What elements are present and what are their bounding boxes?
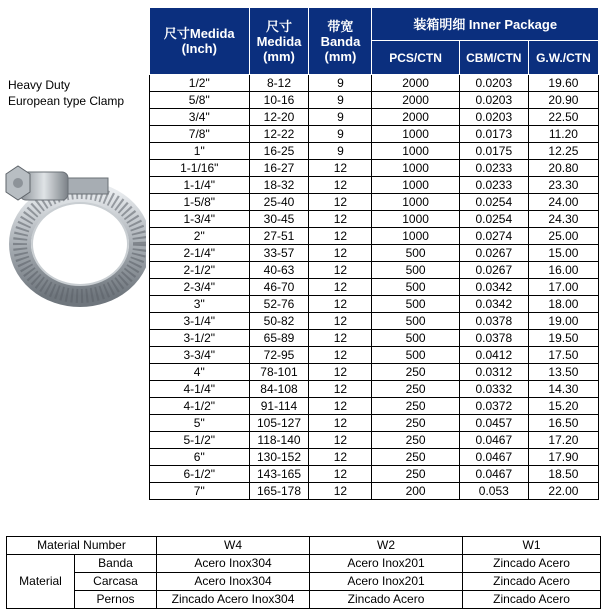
cell-gw: 23.30 xyxy=(528,177,598,194)
header-gw: G.W./CTN xyxy=(528,41,598,75)
table-row xyxy=(150,466,599,483)
table-row xyxy=(150,415,599,432)
material-cell: Acero Inox304 xyxy=(157,573,310,591)
cell-size-mm: 10-16 xyxy=(249,92,309,109)
part-banda: Banda xyxy=(75,555,157,573)
cell-size-inch: 3/4" xyxy=(150,109,250,126)
cell-pcs: 250 xyxy=(372,381,459,398)
cell-cbm: 0.0254 xyxy=(459,194,528,211)
cell-gw: 16.00 xyxy=(528,262,598,279)
material-cell: Zincado Acero xyxy=(463,591,601,609)
cell-size-mm: 12-20 xyxy=(249,109,309,126)
cell-size-inch: 3" xyxy=(150,296,250,313)
cell-gw: 22.50 xyxy=(528,109,598,126)
cell-band: 12 xyxy=(309,415,372,432)
cell-size-mm: 8-12 xyxy=(249,75,309,92)
cell-pcs: 1000 xyxy=(372,160,459,177)
cell-size-inch: 1/2" xyxy=(150,75,250,92)
cell-gw: 14.30 xyxy=(528,381,598,398)
table-row xyxy=(150,109,599,126)
cell-pcs: 250 xyxy=(372,398,459,415)
material-label: Material xyxy=(7,555,75,609)
cell-pcs: 1000 xyxy=(372,126,459,143)
table-row xyxy=(150,126,599,143)
cell-size-mm: 91-114 xyxy=(249,398,309,415)
cell-size-inch: 2-3/4" xyxy=(150,279,250,296)
cell-size-inch: 2" xyxy=(150,228,250,245)
cell-band: 12 xyxy=(309,381,372,398)
cell-pcs: 200 xyxy=(372,483,459,500)
cell-gw: 22.00 xyxy=(528,483,598,500)
cell-gw: 11.20 xyxy=(528,126,598,143)
material-cell: Zincado Acero xyxy=(463,573,601,591)
cell-gw: 15.20 xyxy=(528,398,598,415)
cell-cbm: 0.0467 xyxy=(459,466,528,483)
cell-band: 12 xyxy=(309,160,372,177)
cell-gw: 25.00 xyxy=(528,228,598,245)
cell-cbm: 0.053 xyxy=(459,483,528,500)
cell-cbm: 0.0233 xyxy=(459,177,528,194)
cell-cbm: 0.0267 xyxy=(459,262,528,279)
caption-line-1: Heavy Duty xyxy=(8,78,71,92)
cell-band: 9 xyxy=(309,143,372,160)
cell-size-inch: 5" xyxy=(150,415,250,432)
cell-pcs: 500 xyxy=(372,262,459,279)
cell-size-mm: 72-95 xyxy=(249,347,309,364)
cell-band: 9 xyxy=(309,75,372,92)
table-row xyxy=(150,381,599,398)
cell-pcs: 250 xyxy=(372,466,459,483)
cell-size-mm: 16-25 xyxy=(249,143,309,160)
cell-size-mm: 46-70 xyxy=(249,279,309,296)
cell-size-inch: 6-1/2" xyxy=(150,466,250,483)
cell-size-mm: 25-40 xyxy=(249,194,309,211)
cell-size-inch: 3-3/4" xyxy=(150,347,250,364)
cell-size-mm: 30-45 xyxy=(249,211,309,228)
spec-table xyxy=(149,7,599,500)
cell-size-mm: 16-27 xyxy=(249,160,309,177)
cell-cbm: 0.0372 xyxy=(459,398,528,415)
cell-size-inch: 2-1/4" xyxy=(150,245,250,262)
cell-pcs: 500 xyxy=(372,347,459,364)
cell-size-mm: 78-101 xyxy=(249,364,309,381)
cell-gw: 19.50 xyxy=(528,330,598,347)
material-cell: Acero Inox201 xyxy=(310,555,463,573)
cell-cbm: 0.0203 xyxy=(459,75,528,92)
cell-pcs: 250 xyxy=(372,364,459,381)
material-cell: Zincado Acero xyxy=(310,591,463,609)
header-pcs: PCS/CTN xyxy=(372,41,459,75)
material-number-label: Material Number xyxy=(7,537,157,555)
hose-clamp-icon xyxy=(2,136,146,308)
table-row xyxy=(150,330,599,347)
cell-pcs: 500 xyxy=(372,296,459,313)
table-row xyxy=(150,262,599,279)
header-size-mm: 尺寸 Medida (mm) xyxy=(249,8,309,75)
cell-band: 12 xyxy=(309,279,372,296)
cell-size-inch: 1-1/16" xyxy=(150,160,250,177)
cell-cbm: 0.0378 xyxy=(459,330,528,347)
cell-band: 9 xyxy=(309,109,372,126)
material-cell: Acero Inox201 xyxy=(310,573,463,591)
cell-pcs: 250 xyxy=(372,415,459,432)
cell-cbm: 0.0203 xyxy=(459,92,528,109)
cell-band: 12 xyxy=(309,313,372,330)
cell-cbm: 0.0412 xyxy=(459,347,528,364)
cell-gw: 24.30 xyxy=(528,211,598,228)
cell-pcs: 1000 xyxy=(372,228,459,245)
cell-cbm: 0.0312 xyxy=(459,364,528,381)
cell-pcs: 500 xyxy=(372,245,459,262)
caption-line-2: European type Clamp xyxy=(8,94,125,108)
cell-size-inch: 1-3/4" xyxy=(150,211,250,228)
table-row xyxy=(150,313,599,330)
cell-band: 12 xyxy=(309,364,372,381)
cell-gw: 18.50 xyxy=(528,466,598,483)
cell-gw: 13.50 xyxy=(528,364,598,381)
table-row xyxy=(150,296,599,313)
cell-size-inch: 4-1/4" xyxy=(150,381,250,398)
cell-band: 12 xyxy=(309,330,372,347)
cell-band: 9 xyxy=(309,126,372,143)
cell-pcs: 1000 xyxy=(372,143,459,160)
cell-size-inch: 7/8" xyxy=(150,126,250,143)
cell-size-inch: 5-1/2" xyxy=(150,432,250,449)
cell-gw: 17.90 xyxy=(528,449,598,466)
cell-pcs: 2000 xyxy=(372,109,459,126)
cell-size-inch: 3-1/4" xyxy=(150,313,250,330)
cell-gw: 17.00 xyxy=(528,279,598,296)
cell-cbm: 0.0342 xyxy=(459,279,528,296)
cell-band: 12 xyxy=(309,194,372,211)
cell-pcs: 1000 xyxy=(372,177,459,194)
table-row xyxy=(150,194,599,211)
cell-size-inch: 5/8" xyxy=(150,92,250,109)
cell-band: 12 xyxy=(309,466,372,483)
cell-cbm: 0.0267 xyxy=(459,245,528,262)
cell-cbm: 0.0173 xyxy=(459,126,528,143)
cell-band: 12 xyxy=(309,245,372,262)
cell-size-mm: 50-82 xyxy=(249,313,309,330)
cell-size-mm: 12-22 xyxy=(249,126,309,143)
material-cell: Zincado Acero xyxy=(463,555,601,573)
cell-size-mm: 165-178 xyxy=(249,483,309,500)
cell-band: 9 xyxy=(309,92,372,109)
cell-size-inch: 2-1/2" xyxy=(150,262,250,279)
cell-gw: 18.00 xyxy=(528,296,598,313)
table-row xyxy=(150,364,599,381)
cell-size-inch: 1-1/4" xyxy=(150,177,250,194)
cell-size-mm: 143-165 xyxy=(249,466,309,483)
material-cell: Zincado Acero Inox304 xyxy=(157,591,310,609)
cell-size-mm: 65-89 xyxy=(249,330,309,347)
table-row xyxy=(150,483,599,500)
header-size-inch: 尺寸Medida (Inch) xyxy=(150,8,250,75)
cell-cbm: 0.0467 xyxy=(459,449,528,466)
cell-band: 12 xyxy=(309,432,372,449)
cell-pcs: 500 xyxy=(372,313,459,330)
cell-cbm: 0.0378 xyxy=(459,313,528,330)
cell-gw: 20.80 xyxy=(528,160,598,177)
cell-pcs: 2000 xyxy=(372,75,459,92)
cell-gw: 12.25 xyxy=(528,143,598,160)
cell-band: 12 xyxy=(309,228,372,245)
cell-band: 12 xyxy=(309,262,372,279)
table-row xyxy=(150,211,599,228)
part-carcasa: Carcasa xyxy=(75,573,157,591)
cell-size-mm: 52-76 xyxy=(249,296,309,313)
model-w4: W4 xyxy=(157,537,310,555)
cell-size-inch: 4" xyxy=(150,364,250,381)
cell-band: 12 xyxy=(309,347,372,364)
cell-band: 12 xyxy=(309,449,372,466)
cell-pcs: 1000 xyxy=(372,211,459,228)
header-inner-package: 装箱明细 Inner Package xyxy=(372,8,599,41)
cell-cbm: 0.0233 xyxy=(459,160,528,177)
cell-cbm: 0.0203 xyxy=(459,109,528,126)
cell-cbm: 0.0274 xyxy=(459,228,528,245)
cell-cbm: 0.0254 xyxy=(459,211,528,228)
cell-size-mm: 118-140 xyxy=(249,432,309,449)
spec-table-body xyxy=(150,75,599,500)
cell-size-mm: 27-51 xyxy=(249,228,309,245)
cell-size-inch: 4-1/2" xyxy=(150,398,250,415)
table-row xyxy=(150,75,599,92)
cell-size-inch: 1" xyxy=(150,143,250,160)
cell-gw: 19.60 xyxy=(528,75,598,92)
cell-pcs: 250 xyxy=(372,449,459,466)
header-cbm: CBM/CTN xyxy=(459,41,528,75)
cell-gw: 24.00 xyxy=(528,194,598,211)
material-cell: Acero Inox304 xyxy=(157,555,310,573)
cell-cbm: 0.0467 xyxy=(459,432,528,449)
cell-band: 12 xyxy=(309,211,372,228)
cell-pcs: 500 xyxy=(372,279,459,296)
cell-size-mm: 18-32 xyxy=(249,177,309,194)
cell-size-inch: 3-1/2" xyxy=(150,330,250,347)
product-caption xyxy=(8,77,124,109)
cell-size-inch: 1-5/8" xyxy=(150,194,250,211)
table-row xyxy=(150,245,599,262)
cell-size-mm: 130-152 xyxy=(249,449,309,466)
cell-gw: 17.20 xyxy=(528,432,598,449)
cell-band: 12 xyxy=(309,483,372,500)
cell-band: 12 xyxy=(309,177,372,194)
cell-pcs: 2000 xyxy=(372,92,459,109)
header-band: 带宽 Banda (mm) xyxy=(309,8,372,75)
cell-size-inch: 6" xyxy=(150,449,250,466)
table-row xyxy=(150,449,599,466)
part-pernos: Pernos xyxy=(75,591,157,609)
cell-pcs: 500 xyxy=(372,330,459,347)
cell-cbm: 0.0342 xyxy=(459,296,528,313)
material-table xyxy=(6,536,601,609)
cell-band: 12 xyxy=(309,296,372,313)
cell-gw: 20.90 xyxy=(528,92,598,109)
table-row xyxy=(150,228,599,245)
cell-pcs: 1000 xyxy=(372,194,459,211)
cell-pcs: 250 xyxy=(372,432,459,449)
cell-size-mm: 33-57 xyxy=(249,245,309,262)
table-row xyxy=(150,160,599,177)
table-row xyxy=(150,177,599,194)
cell-gw: 17.50 xyxy=(528,347,598,364)
model-w2: W2 xyxy=(310,537,463,555)
table-row xyxy=(150,347,599,364)
model-w1: W1 xyxy=(463,537,601,555)
table-row xyxy=(150,143,599,160)
table-row xyxy=(150,432,599,449)
cell-gw: 16.50 xyxy=(528,415,598,432)
cell-cbm: 0.0457 xyxy=(459,415,528,432)
cell-size-inch: 7" xyxy=(150,483,250,500)
cell-gw: 19.00 xyxy=(528,313,598,330)
table-row xyxy=(150,279,599,296)
cell-cbm: 0.0332 xyxy=(459,381,528,398)
cell-band: 12 xyxy=(309,398,372,415)
table-row xyxy=(150,398,599,415)
cell-size-mm: 40-63 xyxy=(249,262,309,279)
cell-gw: 15.00 xyxy=(528,245,598,262)
table-row xyxy=(150,92,599,109)
cell-size-mm: 84-108 xyxy=(249,381,309,398)
cell-size-mm: 105-127 xyxy=(249,415,309,432)
cell-cbm: 0.0175 xyxy=(459,143,528,160)
